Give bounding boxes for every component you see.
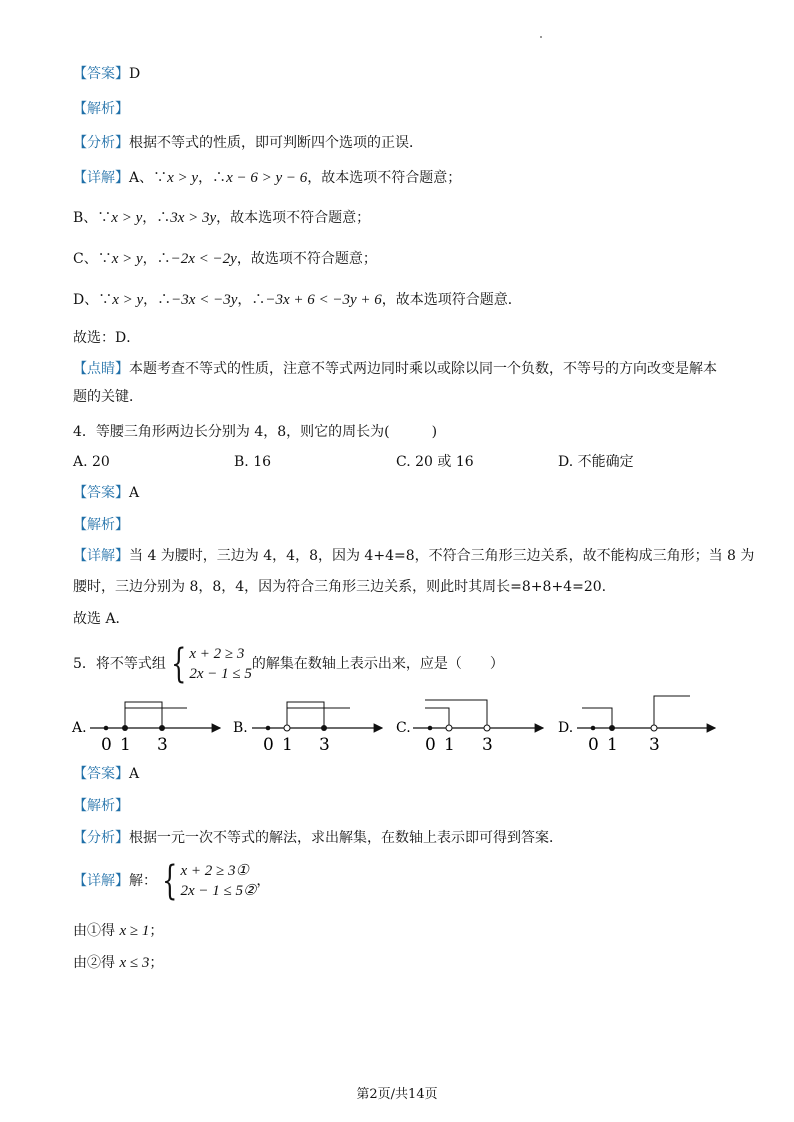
conclusion: ，故本选项符合题意． [381,292,522,308]
analysis-tag: 【解析】 [73,101,129,117]
brace-icon: { [171,641,187,687]
q4-option-d: D. 不能确定 [558,454,634,470]
fenxi-tag: 【分析】 [73,830,129,846]
option-b-number-line [233,702,382,754]
detail-tag: 【详解】 [73,873,129,889]
q4-detail-1 [73,546,754,566]
q3-dianjing-1 [73,359,717,379]
tick-label-0: 0 [425,735,436,754]
math: x ≥ 1 [119,923,150,939]
option-b-letter: B. [233,720,248,736]
conclusion: ，故选项不符合题意； [236,251,377,267]
conclusion: ，故本选项不符合题意； [216,210,371,226]
option-c-letter: C. [396,720,411,736]
hollow-dot-1 [284,725,290,731]
option-a-letter: A. [72,720,87,736]
math: x > y [112,292,144,308]
q3-detail-b [73,208,370,228]
ray-left-from-1 [425,708,449,725]
brace-icon: { [162,858,178,904]
from-prefix: 由②得 [73,955,120,971]
therefore: ，∴ [198,170,227,186]
tick-0 [428,726,433,731]
ray-right-from-1 [125,708,187,728]
inequality-1: x + 2 ≥ 3 [189,646,245,662]
answer-tag: 【答案】 [73,66,129,82]
fenxi-tag: 【分析】 [73,135,129,151]
hollow-dot-3 [484,725,490,731]
from-prefix: 由①得 [73,923,120,939]
q4-detail-2: 腰时，三边分别为 8，8，4，因为符合三角形三边关系，则此时其周长=8+8+4=20. [73,579,607,595]
tail: ； [149,955,164,971]
q4-analysis-line [73,515,129,535]
tick-label-0: 0 [101,735,112,754]
tick-label-3: 3 [157,735,168,754]
q3-dianjing-2: 题的关键． [73,389,143,405]
hollow-dot-1 [446,725,452,731]
comma: ， [256,873,271,889]
tick-label-1: 1 [120,735,131,754]
inequality-2: 2x − 1 ≤ 5 [189,666,252,682]
therefore: ，∴ [142,210,171,226]
tick-label-1: 1 [282,735,293,754]
ray-left-from-3 [425,700,487,725]
stem-prefix: 5．将不等式组 [73,656,166,672]
option-d-letter: D. [558,720,574,736]
inequality-system [180,861,256,901]
therefore: ，∴ [143,292,172,308]
tick-label-0: 0 [263,735,274,754]
q5-stem [73,642,504,686]
detail-tag: 【详解】 [73,548,129,564]
q5-from2 [73,953,163,973]
answer-value: A [129,485,140,501]
option-a-number-line [71,700,220,754]
option-d-prefix: D、∵ [73,292,113,308]
math: −2x < −2y [170,251,237,267]
math: x ≤ 3 [119,955,150,971]
stem-suffix: 的解集在数轴上表示出来，应是（ ） [251,656,504,672]
ray-right-from-1 [287,708,350,725]
q5-analysis-line [73,796,129,816]
answer-tag: 【答案】 [73,485,129,501]
q3-detail-a [73,168,461,188]
q3-detail-d [73,290,522,310]
dianjing-tag: 【点睛】 [73,361,129,377]
therefore: ，∴ [237,292,266,308]
option-d-number-line [558,696,715,754]
solution-bracket [287,702,324,728]
solution-bracket [125,702,162,728]
hollow-dot-3 [651,725,657,731]
fenxi-text: 根据一元一次不等式的解法，求出解集，在数轴上表示即可得到答案． [129,830,563,846]
therefore: ，∴ [142,251,171,267]
math: x > y [111,210,143,226]
detail-tag: 【详解】 [73,170,129,186]
math: x > y [111,251,143,267]
tick-0 [104,726,109,731]
inequality-2: 2x − 1 ≤ 5② [180,883,257,899]
inequality-system [189,644,252,684]
tick-label-3: 3 [319,735,330,754]
solution-prefix: 解： [129,873,157,889]
q3-fenxi-line [73,133,423,153]
tick-label-1: 1 [607,735,618,754]
ray-left-from-1 [582,708,612,728]
q4-option-a: A. 20 [73,454,110,470]
fenxi-text: 根据不等式的性质，即可判断四个选项的正误． [129,135,423,151]
q4-choose: 故选 A． [73,611,130,627]
math: x > y [167,170,199,186]
answer-tag: 【答案】 [73,766,129,782]
tick-0 [266,726,271,731]
q4-answer-line [73,483,139,503]
q5-answer-line [73,764,139,784]
conclusion: ，故本选项不符合题意； [307,170,462,186]
tick-0 [591,726,596,731]
q3-detail-c [73,249,377,269]
math: 3x > 3y [170,210,217,226]
q5-from1 [73,921,163,941]
detail-text: 当 4 为腰时，三边为 4，4，8，因为 4+4=8，不符合三角形三边关系，故不能构成三角形；当 8 为 [129,548,755,564]
q3-choose: 故选：D． [73,330,141,346]
math: −3x < −3y [171,292,238,308]
option-c-number-line [396,700,543,754]
ray-right-from-3 [654,696,690,725]
tick-label-1: 1 [444,735,455,754]
q3-analysis-line [73,99,129,119]
q4-stem: 4．等腰三角形两边长分别为 4，8，则它的周长为( ) [73,424,438,440]
math: −3x + 6 < −3y + 6 [265,292,382,308]
analysis-tag: 【解析】 [73,798,129,814]
q4-option-b: B. 16 [234,454,272,470]
answer-value: A [129,766,140,782]
q4-option-c: C. 20 或 16 [396,454,474,470]
analysis-tag: 【解析】 [73,517,129,533]
inequality-1: x + 2 ≥ 3① [180,863,249,879]
option-a-prefix: A、∵ [129,170,168,186]
number-line-options [70,688,730,754]
tick-label-3: 3 [649,735,660,754]
q3-answer-line [73,64,140,84]
tail: ； [149,923,164,939]
option-b-prefix: B、∵ [73,210,112,226]
page-footer: 第2页/共14页 [356,1087,438,1102]
dianjing-text: 本题考查不等式的性质，注意不等式两边同时乘以或除以同一个负数，不等号的方向改变是解本 [129,361,717,377]
option-c-prefix: C、∵ [73,251,112,267]
q5-detail-system [73,859,270,903]
math: x − 6 > y − 6 [226,170,308,186]
answer-value: D [129,66,141,82]
scan-speck [540,36,542,38]
tick-label-3: 3 [482,735,493,754]
q5-fenxi-line [73,828,563,848]
tick-label-0: 0 [588,735,599,754]
